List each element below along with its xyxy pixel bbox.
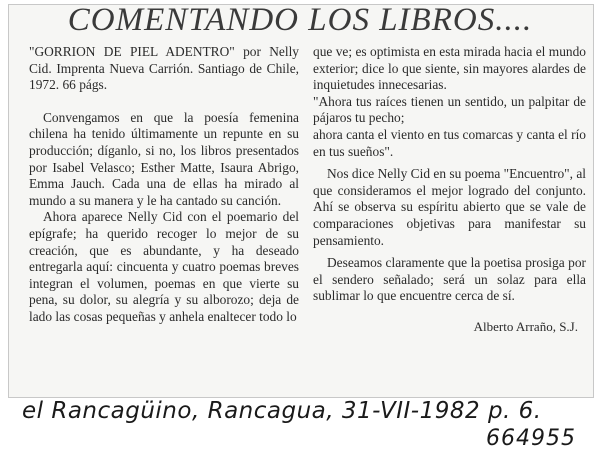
book-citation: "GORRION DE PIEL ADENTRO" por Nelly Cid. Imprenta Nueva Carrión. Santiago de Chile, 1972. 66 págs. (29, 44, 299, 93)
paragraph-encuentro: Nos dice Nelly Cid en su poema "Encuentro", al que consideramos el mejor logrado del conjunto. Ahí se observa su espíritu abierto que se vale de comparaciones objetivas para manifestar su pensamiento. (313, 166, 586, 248)
paragraph-book: Ahora aparece Nelly Cid con el poemario del epígrafe; ha querido recoger lo mejor de su creación, que es abundante, y ha deseado entregarla aquí: cincuenta y cuatro poemas breves integran el volumen, poemas en que vierte su pena, su dolor, su alegría y su alborozo; deja de lado las cosas pequeñas y anhela enaltecer todo lo (29, 209, 299, 324)
article-title: COMENTANDO LOS LIBROS.... (67, 2, 533, 38)
quote-line-2: ahora canta el viento en tus comarcas y canta el río en tus sueños". (313, 126, 586, 159)
right-column (313, 44, 586, 336)
handwritten-catalog-number: 664955 (486, 426, 576, 451)
paragraph-intro: Convengamos en que la poesía femenina chilena ha tenido últimamente un repunte en su producción; díganlo, si no, los libros presentados por Isabel Velasco; Esther Matte, Isaura Abrigo, Emma Jauch. Cada una de ellas ha mirado al mundo a su manera y le ha cantado su canción. (29, 109, 299, 208)
paragraph-closing: Deseamos claramente que la poetisa prosiga por el sendero señalado; será un solaz para ella sublimar lo que encuentre cerca de sí. (313, 255, 586, 304)
author-signature: Alberto Arraño, S.J. (473, 318, 578, 334)
quote-line-1: "Ahora tus raíces tienen un sentido, un palpitar de pájaros tu pecho; (313, 93, 586, 126)
left-column (29, 44, 299, 326)
paragraph-continuation: que ve; es optimista en esta mirada hacia el mundo exterior; dice lo que siente, sin mayores alardes de inquietudes innecesarias. (313, 44, 586, 93)
handwritten-source-note: el Rancagüino, Rancagua, 31-VII-1982 p. 6. (22, 398, 542, 424)
